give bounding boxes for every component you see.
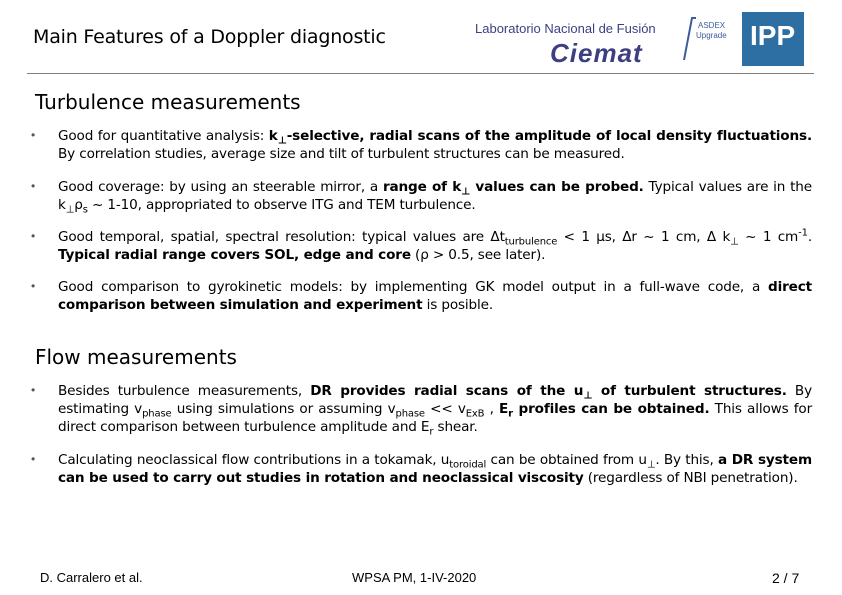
slide-title: Main Features of a Doppler diagnostic — [33, 26, 386, 48]
bullet: • — [31, 179, 36, 193]
bullet: • — [31, 383, 36, 397]
ipp-logo: IPP — [742, 12, 804, 66]
ciemat-logo: Ciemat — [550, 38, 643, 68]
bullet-text: Good temporal, spatial, spectral resolution: typical values are $\Delta t_{turbulence} < 1$ μs, Δr ~ 1 cm, Δ $k_\perp$ ~ 1 $cm^{-1}$. Typical radial range covers SOL, edge and core (ρ > 0.5, see later). — [58, 227, 812, 263]
bullet-text: Good coverage: by using an steerable mirror, a range of $k_\perp$ values can be probed. Typical values are in the $k_\perp\rho_s$ ~ 1-10, appropriated to observe ITG and TEM turbulence. — [58, 179, 812, 216]
footer-author: D. Carralero et al. — [40, 570, 143, 585]
bullet: • — [31, 452, 36, 466]
section-heading-flow: Flow measurements — [35, 345, 237, 369]
bullet: • — [31, 128, 36, 142]
page-number: 2 / 7 — [772, 570, 800, 586]
bullet-text: Besides turbulence measurements, DR provides radial scans of the $u_\perp$ of turbulent structures. By estimating $v_{phase}$ using simulations or assuming $v_{phase} << v_{ExB}$ , $E_r$ profiles can be obtained. This allows for direct comparison between turbulence amplitude and $E_r$ shear. — [58, 383, 813, 438]
asdex-upgrade-logo — [682, 14, 732, 62]
section-heading-turbulence: Turbulence measurements — [35, 90, 301, 114]
bullet-text: Good comparison to gyrokinetic models: by implementing GK model output in a full-wave code, a direct comparison between simulation and experiment is posible. — [58, 279, 812, 313]
asdex-text: ASDEX — [698, 21, 726, 30]
bullet: • — [31, 279, 36, 293]
bullet-text: Calculating neoclassical flow contributions in a tokamak, $u_{toroidal}$ can be obtained from $u_\perp$. By this, a DR system can be used to carry out studies in rotation and neoclassical viscosity (regardless of NBI penetration). — [58, 452, 812, 486]
bullet: • — [31, 229, 36, 243]
title-rule — [27, 73, 814, 74]
bullet-text: Good for quantitative analysis: $k_\perp$-selective, radial scans of the amplitude of local density fluctuations. By correlation studies, average size and tilt of turbulent structures can be measured. — [58, 128, 812, 162]
upgrade-text: Upgrade — [696, 31, 727, 40]
lnf-logo-text: Laboratorio Nacional de Fusión — [475, 21, 656, 36]
footer-event: WPSA PM, 1-IV-2020 — [352, 570, 477, 585]
logos — [470, 12, 810, 70]
